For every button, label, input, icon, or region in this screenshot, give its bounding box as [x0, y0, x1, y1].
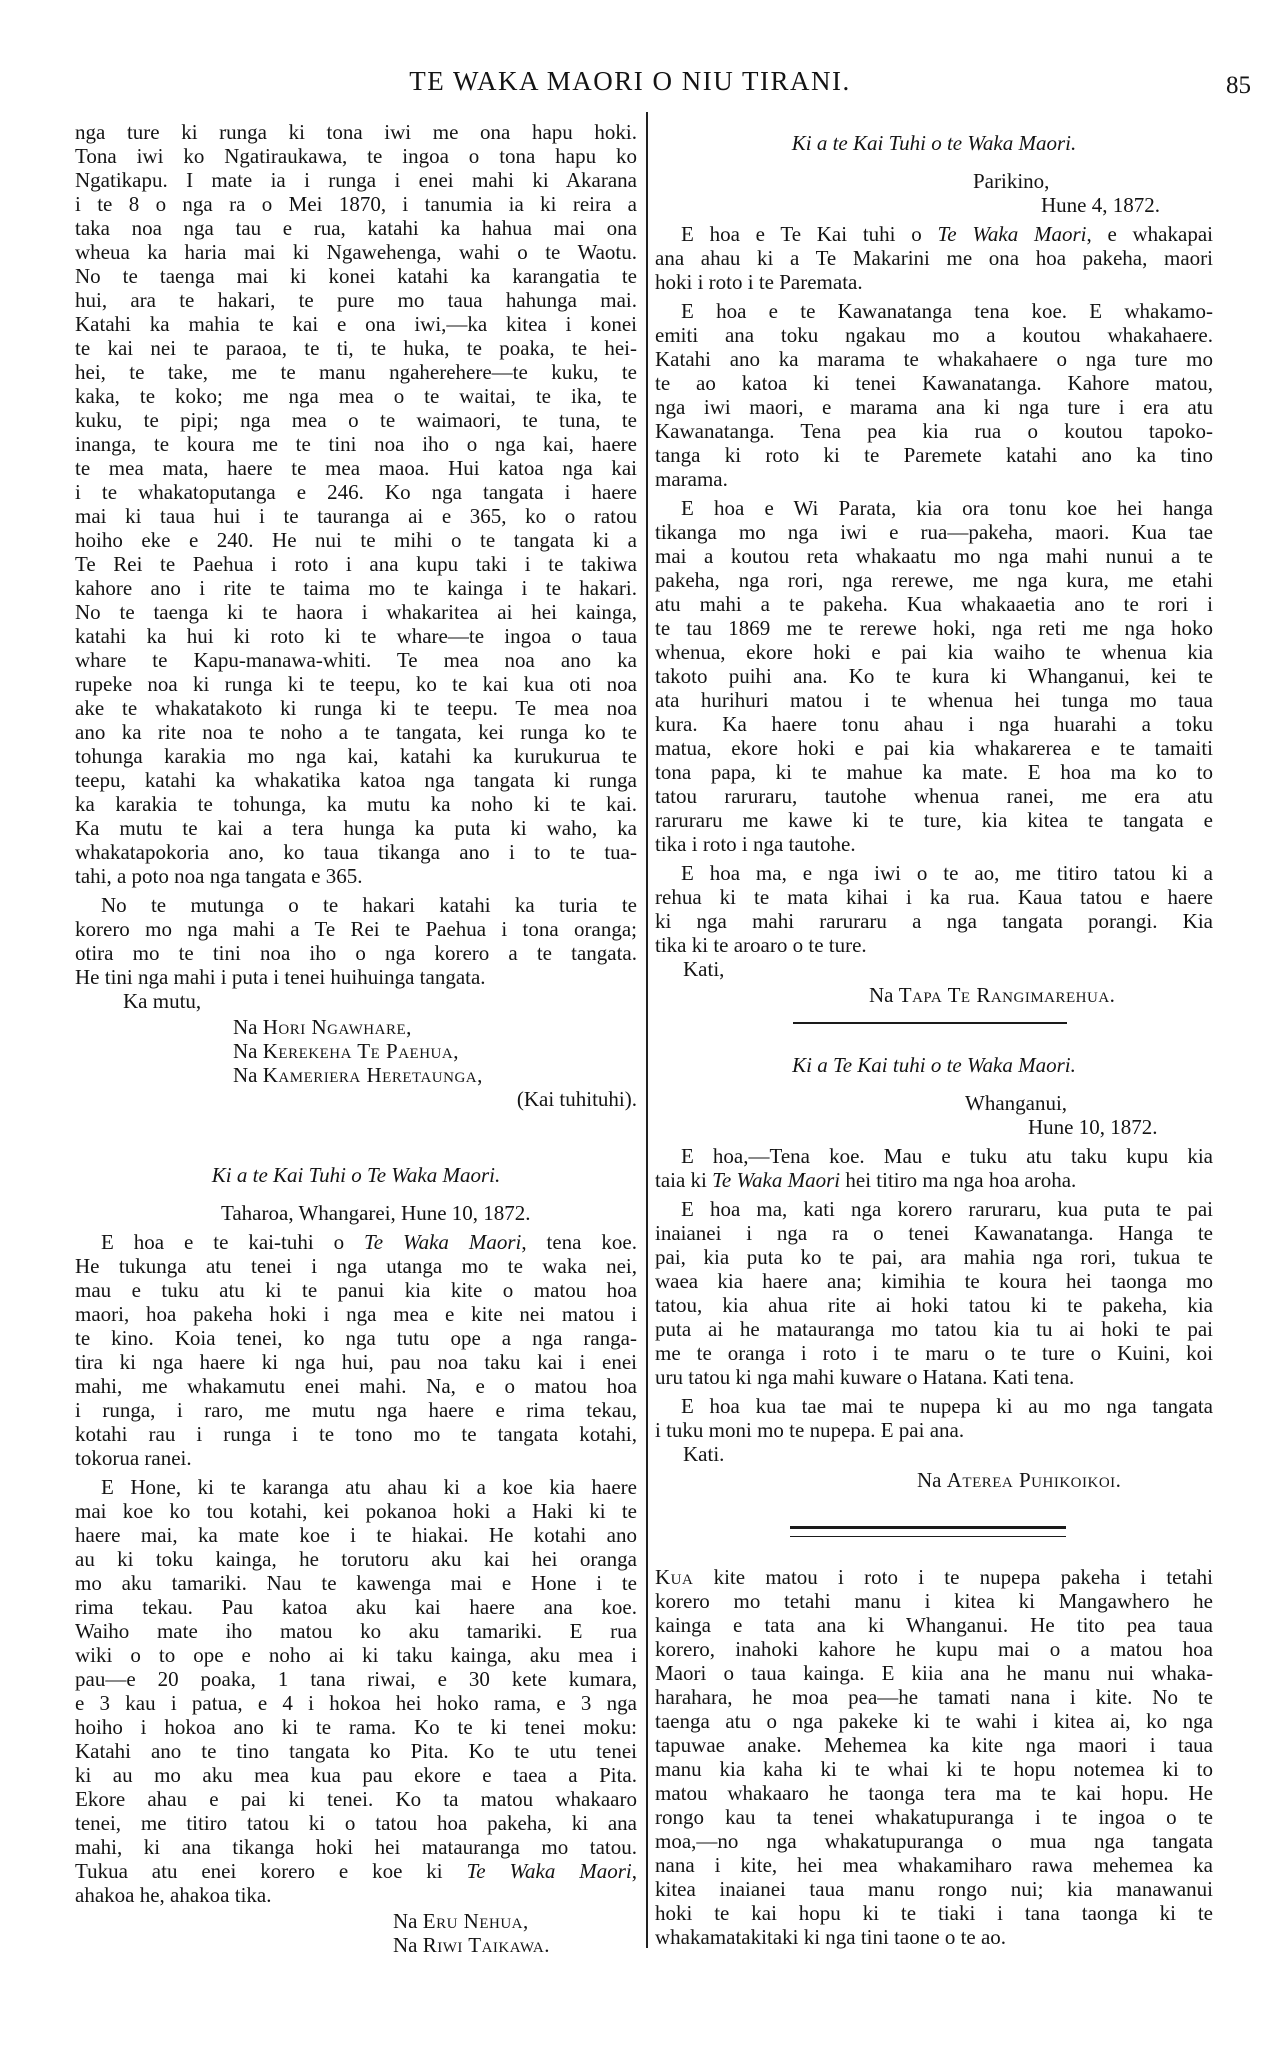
- text-line: te tau 1869 me te rerewe hoki, nga reti me nga hoko: [655, 616, 1213, 640]
- text-line: hoki te kai hopu ki te tiaki i tana taonga ki te: [655, 1901, 1213, 1925]
- signature-prefix: Na: [233, 1063, 258, 1087]
- text-line: kuku, te pipi; nga mea o te waimaori, te tuna, te: [75, 408, 637, 432]
- text-line: mahi, me whakamutu enei mahi. Na, e o matou hoa: [75, 1374, 637, 1398]
- text-line: mai ki taua hui i te tauranga ai e 365, ko o ratou: [75, 504, 637, 528]
- text-line: ana ahau ki a Te Makarini me ona hoa pakeha, maori: [655, 246, 1213, 270]
- double-rule-thick: [790, 1526, 1066, 1529]
- text-segment: E hoa e Te Kai tuhi o: [681, 222, 938, 246]
- text-line: E hoa ma, e nga iwi o te ao, me titiro tatou ki a: [681, 861, 1213, 885]
- dateline: Parikino,: [973, 169, 1050, 193]
- text-segment: kite matou i roto i te nupepa pakeha i tetahi: [693, 1565, 1213, 1589]
- paragraph: [655, 222, 1213, 294]
- text-line: i runga, i raro, me mutu nga haere e rima tekau,: [75, 1398, 637, 1422]
- text-line: tahi, a poto noa nga tangata e 365.: [75, 864, 363, 888]
- text-line: Tona iwi ko Ngatiraukawa, te ingoa o tona hapu ko: [75, 144, 637, 168]
- text-line: E hoa e Wi Parata, kia ora tonu koe hei hanga: [681, 496, 1213, 520]
- text-line: au ki toku kainga, he torutoru aku kai hei oranga: [75, 1547, 637, 1571]
- text-line: Katahi ano te tino tangata ko Pita. Ko te utu tenei: [75, 1739, 637, 1763]
- signature-prefix: Na: [917, 1468, 942, 1492]
- text-line: wheua ka haria mai ki Ngawehenga, wahi o te Waotu.: [75, 240, 637, 264]
- text-line: E hoa kua tae mai te nupepa ki au mo nga tangata: [681, 1394, 1213, 1418]
- text-line: marama.: [655, 467, 728, 491]
- text-segment: Tukua atu enei korero e koe ki: [75, 1859, 467, 1883]
- text-line: mo aku tamariki. Nau te kawenga mai e Hone i te: [75, 1571, 637, 1595]
- paragraph: [75, 1230, 637, 1470]
- signature-prefix: Na: [233, 1015, 258, 1039]
- text-line: Katahi ano ka marama te whakahaere o nga ture mo: [655, 347, 1213, 371]
- text-line: tapuwae anake. Mehemea ka kite nga maori i taua: [655, 1733, 1213, 1757]
- article: [655, 1053, 1213, 1492]
- text-line: kotahi rau i runga i te tono mo te tangata kotahi,: [75, 1422, 637, 1446]
- dateline: Hune 10, 1872.: [1028, 1115, 1158, 1139]
- text-line: rongo kau ta tenei whakatupuranga i te ingoa o te: [655, 1805, 1213, 1829]
- newspaper-title: Te Waka Maori: [364, 1230, 522, 1254]
- paragraph: [655, 1144, 1213, 1192]
- text-line: ata hurihuri matou i te whenua hei tunga mo taua: [655, 688, 1213, 712]
- text-line: korero mo tetahi manu i kitea ki Mangawhero he: [655, 1589, 1213, 1613]
- text-line: kaka, te koko; me nga mea o te waitai, te ika, te: [75, 384, 637, 408]
- text-line: i te 8 o nga ra o Mei 1870, i tanumia ia ki reira a: [75, 192, 637, 216]
- text-line: kitea inaianei taua manu rongo nui; kia manawanui: [655, 1877, 1213, 1901]
- text-line: inaianei i nga ra o tenei Kawanatanga. Hanga te: [655, 1221, 1213, 1245]
- text-line: hui, ara te hakari, te pure mo taua hahunga mai.: [75, 288, 637, 312]
- paragraph: [655, 1565, 1213, 1949]
- text-line: matua, ekore hoki e pai kia whakarerea e te tamaiti: [655, 736, 1213, 760]
- text-line: te kino. Koia tenei, ko nga tutu ope a nga ranga-: [75, 1326, 637, 1350]
- text-line: mahi, ki ana tikanga hoki hei matauranga mo tatou.: [75, 1835, 637, 1859]
- double-rule-thin: [790, 1536, 1066, 1537]
- closing: Kati.: [683, 1442, 725, 1466]
- signature-prefix: Na: [393, 1909, 418, 1933]
- paragraph: [655, 1197, 1213, 1389]
- text-line: Ekore ahau e pai ki tenei. Ko ta matou whakaaro: [75, 1787, 637, 1811]
- signature-note: (Kai tuhituhi).: [516, 1087, 637, 1111]
- text-line: tatou raruraru, tautohe whenua ranei, me era atu: [655, 784, 1213, 808]
- text-line: [655, 1168, 1213, 1192]
- text-line: [655, 222, 1213, 246]
- text-line: [75, 1230, 637, 1254]
- text-line: otira mo te tini noa iho o nga korero a te tangata.: [75, 941, 637, 965]
- text-line: te mea mata, haere te mea maoa. Hui katoa nga kai: [75, 456, 637, 480]
- closing: Ka mutu,: [123, 989, 202, 1013]
- text-line: puta ai he matauranga mo tatou kia tu ai hoki te pai: [655, 1317, 1213, 1341]
- signature: [75, 1909, 637, 1933]
- signature-name: Aterea Puhikoikoi.: [946, 1468, 1122, 1492]
- section-divider: [793, 1022, 1067, 1024]
- text-line: mai a koutou reta whakaatu mo nga mahi nunui a te: [655, 544, 1213, 568]
- text-segment: taia ki: [655, 1168, 713, 1192]
- text-line: tohunga karakia mo nga kai, katahi ka kurukurua te: [75, 744, 637, 768]
- text-line: korero, inahoki kahore he kupu mai o a matou hoa: [655, 1637, 1213, 1661]
- text-line: taka noa nga tau e rua, katahi ka hahua mai ona: [75, 216, 637, 240]
- dateline: Hune 4, 1872.: [1041, 193, 1160, 217]
- text-line: uru tatou ki nga mahi kuware o Hatana. Kati tena.: [655, 1365, 1075, 1389]
- signature-name: Kameriera Heretaunga,: [262, 1063, 483, 1087]
- page-title: TE WAKA MAORI O NIU TIRANI.: [409, 66, 851, 96]
- text-line: te ao katoa ki tenei Kawanatanga. Kahore matou,: [655, 371, 1213, 395]
- paragraph: [75, 893, 637, 989]
- signature-prefix: Na: [869, 983, 894, 1007]
- text-line: hoiho eke e 240. He nui te mihi o te tangata ki a: [75, 528, 637, 552]
- text-line: nga iwi maori, e marama ana ki nga ture i era atu: [655, 395, 1213, 419]
- article-heading: Ki a te Kai Tuhi o te Waka Maori.: [791, 131, 1077, 155]
- text-line: He tukunga atu tenei i nga utanga mo te waka nei,: [75, 1254, 637, 1278]
- text-line: korero mo nga mahi a Te Rei te Paehua i tona oranga;: [75, 917, 637, 941]
- signature-name: Kerekeha Te Paehua,: [262, 1039, 459, 1063]
- newspaper-title: Te Waka Maori: [712, 1168, 841, 1192]
- text-line: No te mutunga o te hakari katahi ka turia te: [101, 893, 637, 917]
- text-line: atu mahi a te pakeha. Kua whakaaetia ano te rori i: [655, 592, 1213, 616]
- text-line: haere mai, ka mate koe i te hiakai. He kotahi ano: [75, 1523, 637, 1547]
- text-segment: , e whakapai: [1086, 222, 1213, 246]
- signature: [75, 1015, 637, 1039]
- text-line: Katahi ka mahia te kai e ona iwi,—ka kitea i konei: [75, 312, 637, 336]
- text-line: ahakoa he, ahakoa tika.: [75, 1883, 272, 1907]
- paragraph: [75, 120, 637, 888]
- text-line: mau e tuku atu ki te panui kia kite o matou hoa: [75, 1278, 637, 1302]
- paragraph: [655, 496, 1213, 856]
- text-line: Ka mutu te kai a tera hunga ka puta ki waho, ka: [75, 816, 637, 840]
- text-line: rima tekau. Pau katoa aku kai haere ana koe.: [75, 1595, 637, 1619]
- paragraph: [655, 861, 1213, 957]
- dateline: Taharoa, Whangarei, Hune 10, 1872.: [221, 1201, 531, 1225]
- article: [75, 120, 637, 1111]
- text-line: E hoa ma, kati nga korero raruraru, kua puta te pai: [681, 1197, 1213, 1221]
- paragraph: [655, 299, 1213, 491]
- text-line: hei, te take, me te manu ngaherehere—te kuku, te: [75, 360, 637, 384]
- text-line: raruraru me kawe ki te ture, kia kitea te tangata e: [655, 808, 1213, 832]
- signature-prefix: Na: [393, 1933, 418, 1957]
- text-line: moa,—no nga whakatupuranga o mua nga tangata: [655, 1829, 1213, 1853]
- text-line: manu kia kaha ki te whai ki te hopu notemea ki to: [655, 1757, 1213, 1781]
- text-line: [655, 1565, 1213, 1589]
- newspaper-title: Te Waka Maori: [937, 222, 1087, 246]
- signature: [75, 1933, 637, 1957]
- signature-name: Tapa Te Rangimarehua.: [898, 983, 1116, 1007]
- signature: [655, 1468, 1213, 1492]
- text-line: tanga ki roto ki te Paremete katahi ano ka tino: [655, 443, 1213, 467]
- text-line: nana i kite, hei mea whakamiharo rawa mehemea ka: [655, 1853, 1213, 1877]
- page-number: 85: [1226, 72, 1251, 99]
- text-line: rupeke noa ki runga ki te teepu, ko te kai kua oti noa: [75, 672, 637, 696]
- text-line: [75, 1859, 637, 1883]
- text-line: katahi ka hui ki roto ki te whare—te ingoa o taua: [75, 624, 637, 648]
- text-line: takoto puihi ana. Ko te kura ki Whanganui, kei te: [655, 664, 1213, 688]
- text-segment: E hoa e te kai-tuhi o: [101, 1230, 365, 1254]
- text-line: matou whakaaro he taonga tera ma te kai hopu. He: [655, 1781, 1213, 1805]
- text-segment: hei titiro ma nga hoa aroha.: [840, 1168, 1077, 1192]
- text-line: waea kia haere ana; kimihia te koura hei taonga mo: [655, 1269, 1213, 1293]
- newspaper-title: Te Waka Maori: [466, 1859, 632, 1883]
- article: [75, 1163, 637, 1957]
- paragraph: [75, 1475, 637, 1907]
- article: [655, 1565, 1213, 1949]
- signature: [75, 1039, 637, 1063]
- text-line: tokorua ranei.: [75, 1446, 192, 1470]
- text-line: whakamatakitaki ki nga tini taone o te ao.: [655, 1925, 1007, 1949]
- article: [655, 131, 1213, 1007]
- text-line: kura. Ka haere tonu ahau i nga huarahi a toku: [655, 712, 1213, 736]
- text-line: hoiho i hokoa ano ki te rama. Ko te ki tenei moku:: [75, 1715, 637, 1739]
- text-line: te kai nei te paraoa, te ti, te huka, te poaka, te hei-: [75, 336, 637, 360]
- text-line: No te taenga ki te haora i whakaritea ai hei kainga,: [75, 600, 637, 624]
- closing: Kati,: [683, 957, 725, 981]
- dateline: Whanganui,: [965, 1091, 1068, 1115]
- text-line: me te oranga i roto i te maru o te ture o Kuini, koi: [655, 1341, 1213, 1365]
- signature: [75, 1063, 637, 1087]
- text-line: hoki i roto i te Paremata.: [655, 270, 863, 294]
- article-heading: Ki a Te Kai tuhi o te Waka Maori.: [792, 1053, 1076, 1077]
- text-line: emiti ana toku ngakau mo a koutou whakahaere.: [655, 323, 1213, 347]
- text-line: ka karakia te tohunga, ka mutu ka noho ki te kai.: [75, 792, 637, 816]
- text-segment: , tena koe.: [521, 1230, 637, 1254]
- text-line: inanga, te koura me te tini noa iho o nga kai, haere: [75, 432, 637, 456]
- text-line: Kawanatanga. Tena pea kia rua o koutou tapoko-: [655, 419, 1213, 443]
- text-line: tira ki nga haere ki nga hui, pau noa taku kai i enei: [75, 1350, 637, 1374]
- text-line: ki au mo aku mea kua pau ekore e taea a Pita.: [75, 1763, 637, 1787]
- text-line: No te taenga mai ki konei katahi ka karangatia te: [75, 264, 637, 288]
- text-line: Te Rei te Paehua i roto i ana kupu taki i te takiwa: [75, 552, 637, 576]
- text-line: i tuku moni mo te nupepa. E pai ana.: [655, 1418, 965, 1442]
- text-line: i te whakatoputanga e 246. Ko nga tangata i haere: [75, 480, 637, 504]
- text-line: Maori o taua kainga. E kiia ana he manu nui whaka-: [655, 1661, 1213, 1685]
- text-line: Waiho mate iho matou ko aku tamariki. E rua: [75, 1619, 637, 1643]
- text-line: ki nga mahi raruraru a nga tangata porangi. Kia: [655, 909, 1213, 933]
- text-line: Ngatikapu. I mate ia i runga i enei mahi ki Akarana: [75, 168, 637, 192]
- text-line: tikanga mo nga iwi e rua—pakeha, maori. Kua tae: [655, 520, 1213, 544]
- text-segment: ,: [631, 1859, 637, 1883]
- signature-name: Hori Ngawhare,: [262, 1015, 412, 1039]
- text-line: kainga e tata ana ki Whanganui. He tito pea taua: [655, 1613, 1213, 1637]
- text-line: pai, kia puta ko te pai, ara mahia nga rori, tukua te: [655, 1245, 1213, 1269]
- text-line: tika ki te aroaro o te ture.: [655, 933, 867, 957]
- text-line: mai koe ko tou kotahi, kei pokanoa hoki a Haki ki te: [75, 1499, 637, 1523]
- text-line: tika i roto i nga tautohe.: [655, 832, 856, 856]
- text-line: taenga atu o nga pakeke ki te wahi i kitea ai, ko nga: [655, 1709, 1213, 1733]
- text-line: ano ka rite noa te noho a te tangata, kei runga ko te: [75, 720, 637, 744]
- text-line: tenei, me titiro tatou ki o tatou hoa pakeha, ki ana: [75, 1811, 637, 1835]
- text-line: nga ture ki runga ki tona iwi me ona hapu hoki.: [75, 120, 637, 144]
- text-line: teepu, katahi ka whakatika katoa nga tangata ki runga: [75, 768, 637, 792]
- text-line: He tini nga mahi i puta i tenei huihuinga tangata.: [75, 965, 486, 989]
- text-line: wiki o to ope e noho ai ki taku kainga, aku mea i: [75, 1643, 637, 1667]
- article-heading: Ki a te Kai Tuhi o Te Waka Maori.: [211, 1163, 501, 1187]
- text-line: kahore ano i rite te taima mo te kainga i te hakari.: [75, 576, 637, 600]
- text-line: rehua ki te mata kihai i ka rua. Kaua tatou e haere: [655, 885, 1213, 909]
- text-line: whenua, ekore hoki e pai kia waiho te whenua kia: [655, 640, 1213, 664]
- paragraph: [655, 1394, 1213, 1442]
- text-line: pau—e 20 poaka, 1 tana riwai, e 30 kete kumara,: [75, 1667, 637, 1691]
- small-caps-word: Kua: [655, 1565, 694, 1589]
- text-line: maori, hoa pakeha hoki i nga mea e kite nei matou i: [75, 1302, 637, 1326]
- text-line: tatou, kia ahua rite ai hoki tatou ki te pakeha, kia: [655, 1293, 1213, 1317]
- text-line: whakatapokoria ano, ko taua tikanga ano i to te tua-: [75, 840, 637, 864]
- column-divider: [646, 112, 648, 1948]
- text-line: pakeha, nga rori, nga rerewe, me nga kura, me etahi: [655, 568, 1213, 592]
- text-line: whare te Kapu-manawa-whiti. Te mea noa ano ka: [75, 648, 637, 672]
- text-line: harahara, he moa pea—he tamati nana i kite. No te: [655, 1685, 1213, 1709]
- text-line: ake te whakatakoto ki runga ki te teepu. Te mea noa: [75, 696, 637, 720]
- signature-prefix: Na: [233, 1039, 258, 1063]
- text-line: e 3 kau i patua, e 4 i hokoa hei hoko rama, e 3 nga: [75, 1691, 637, 1715]
- text-line: E hoa e te Kawanatanga tena koe. E whakamo-: [681, 299, 1213, 323]
- signature: [655, 983, 1213, 1007]
- signature-name: Riwi Taikawa.: [422, 1933, 550, 1957]
- text-line: E hoa,—Tena koe. Mau e tuku atu taku kupu kia: [681, 1144, 1213, 1168]
- signature-name: Eru Nehua,: [422, 1909, 529, 1933]
- text-line: E Hone, ki te karanga atu ahau ki a koe kia haere: [101, 1475, 637, 1499]
- text-line: tona papa, ki te mahue ka mate. E hoa ma ko to: [655, 760, 1213, 784]
